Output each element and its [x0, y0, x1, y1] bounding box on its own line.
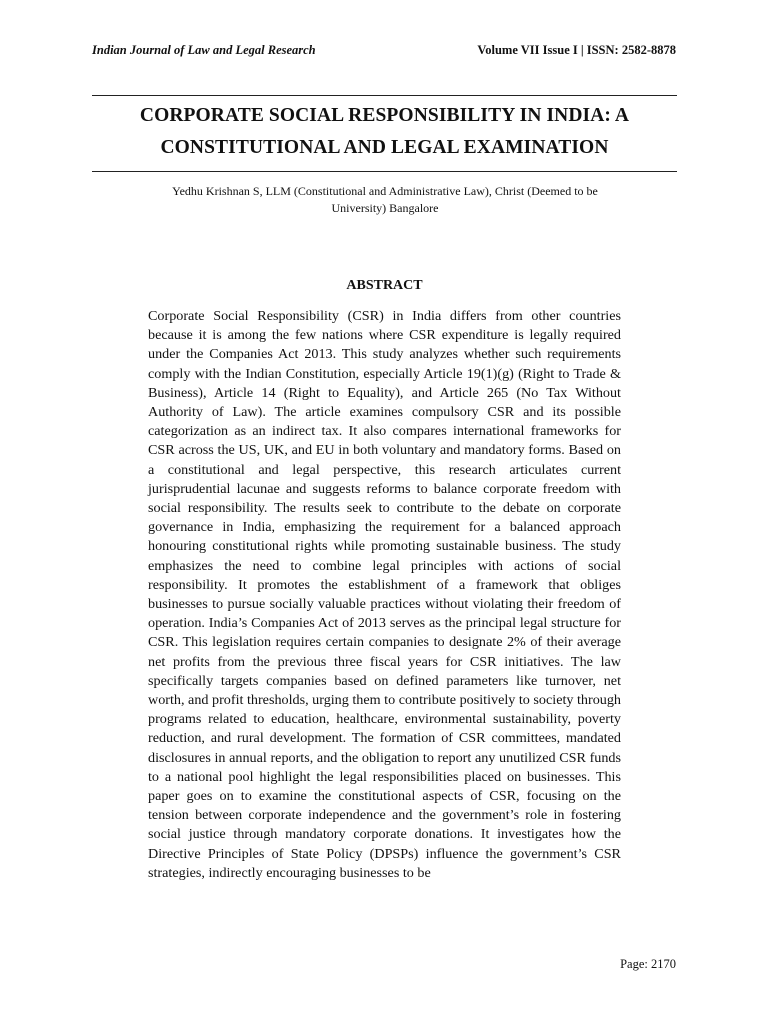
title-bottom-rule [92, 171, 677, 172]
author-line-1: Yedhu Krishnan S, LLM (Constitutional and Administrative Law), Christ (Deemed to be [172, 184, 598, 198]
paper-title-line-1: CORPORATE SOCIAL RESPONSIBILITY IN INDIA: A [139, 105, 630, 126]
abstract-heading: ABSTRACT [346, 278, 423, 293]
title-top-rule [92, 95, 677, 96]
volume-issn: Volume VII Issue I | ISSN: 2582-8878 [477, 43, 676, 57]
author-line-2: University) Bangalore [331, 201, 439, 215]
paper-title-line-2: CONSTITUTIONAL AND LEGAL EXAMINATION [160, 137, 609, 158]
journal-name: Indian Journal of Law and Legal Research [92, 43, 316, 57]
paper-title [92, 100, 677, 164]
page-number: Page: 2170 [620, 957, 676, 971]
author-affiliation [140, 183, 630, 217]
abstract-text: Corporate Social Responsibility (CSR) in India differs from other countries because it is among the few nations where CSR expenditure is legally required under the Companies Act 2013. This study analyzes whether such requirements comply with the Indian Constitution, especially Article 19(1)(g) (Right to Trade & Business), Article 14 (Right to Equality), and Article 265 (No Tax Without Authority of Law). The article examines compulsory CSR and its possible categorization as an indirect tax. It also compares international frameworks for CSR across the US, UK, and EU in both voluntary and mandatory forms. Based on a constitutional and legal perspective, this research articulates current jurisprudential lacunae and suggests reforms to balance corporate freedom with social responsibility. The results seek to contribute to the debate on corporate governance in India, emphasizing the requirement for a balanced approach honouring constitutional rights while promoting sustainable business. The study emphasizes the need to combine legal principles with actions of social responsibility. It promotes the establishment of a framework that obliges businesses to pursue socially valuable practices without violating their freedom of operation. India’s Companies Act of 2013 serves as the principal legal structure for CSR. This legislation requires certain companies to designate 2% of their average net profits from the previous three fiscal years for CSR initiatives. The law specifically targets companies based on defined parameters like turnover, net worth, and profit thresholds, urging them to contribute positively to society through programs related to education, healthcare, environmental sustainability, poverty reduction, and rural development. The formation of CSR committees, mandated disclosures in annual reports, and the obligation to report any unutilized CSR funds to a national pool highlight the legal responsibilities placed on businesses. This paper goes on to examine the constitutional aspects of CSR, focusing on the tension between corporate independence and the government’s role in fostering social justice through mandatory corporate donations. It investigates how the Directive Principles of State Policy (DPSPs) influence the government’s CSR strategies, indirectly encouraging businesses to be [148, 308, 621, 881]
